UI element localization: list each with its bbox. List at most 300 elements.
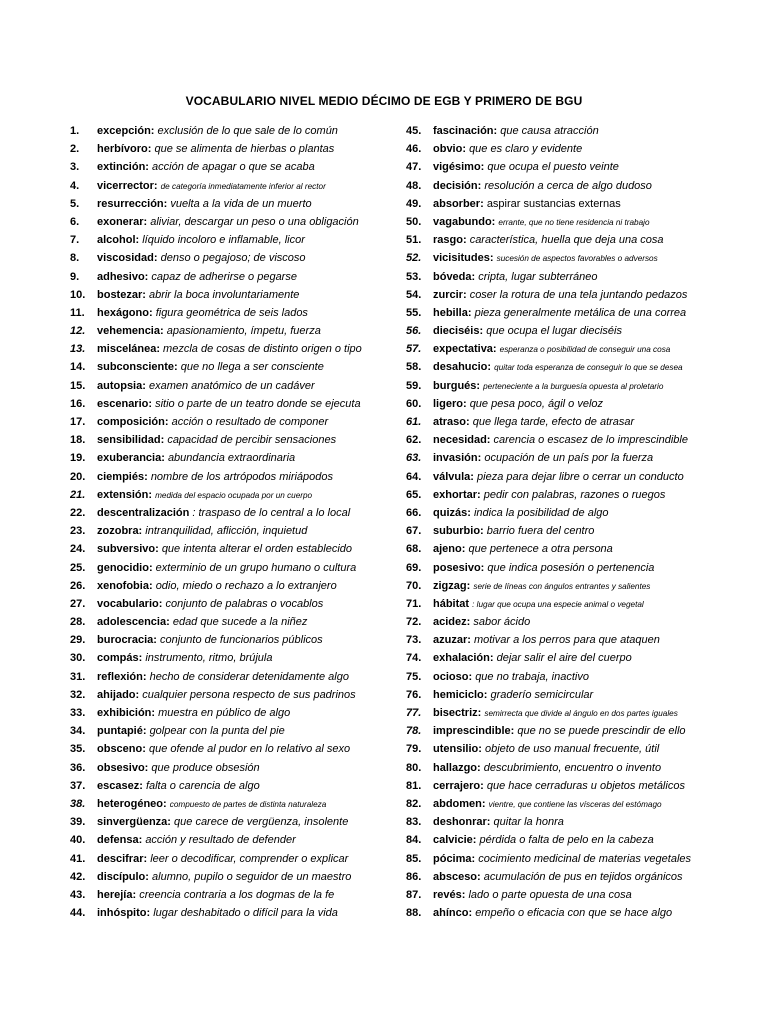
vocabulary-entry: [406, 595, 758, 613]
entry-number: 88.: [406, 907, 422, 920]
vocabulary-entry: [406, 304, 758, 322]
vocabulary-entry: [406, 213, 758, 231]
vocabulary-entry: [406, 831, 758, 849]
entry-definition: vuelta a la vida de un muerto: [170, 197, 312, 210]
vocabulary-entry: [70, 631, 420, 649]
entry-number: 16.: [70, 397, 86, 410]
entry-term: bóveda:: [433, 270, 476, 283]
vocabulary-entry: [70, 850, 420, 868]
entry-number: 67.: [406, 525, 422, 538]
entry-number: 14.: [70, 361, 86, 374]
entry-definition: errante, que no tiene residencia ni trabajo: [498, 217, 650, 227]
vocabulary-entry: [406, 868, 758, 886]
entry-number: 46.: [406, 143, 422, 156]
entry-definition: acción de apagar o que se acaba: [152, 161, 315, 174]
vocabulary-entry: [406, 540, 758, 558]
entry-term: expectativa:: [433, 343, 497, 356]
entry-definition: esperanza o posibilidad de conseguir una cosa: [499, 345, 671, 355]
entry-definition: golpear con la punta del pie: [149, 725, 285, 738]
entry-number: 42.: [70, 870, 86, 883]
entry-term: abdomen:: [433, 797, 486, 810]
vocabulary-entry: [70, 122, 420, 140]
entry-number: 56.: [406, 325, 422, 338]
entry-term: vagabundo:: [433, 215, 496, 228]
entry-definition: sitio o parte de un teatro donde se ejecuta: [155, 397, 361, 410]
entry-number: 34.: [70, 725, 86, 738]
entry-term: hexágono:: [97, 306, 153, 319]
vocabulary-entry: [70, 395, 420, 413]
vocabulary-entry: [406, 249, 758, 267]
entry-term: subconsciente:: [97, 361, 178, 374]
entry-definition: que no trabaja, inactivo: [475, 670, 589, 683]
entry-definition: serie de líneas con ángulos entrantes y salientes: [473, 581, 651, 591]
entry-term: ocioso:: [433, 670, 473, 683]
entry-number: 29.: [70, 634, 86, 647]
vocabulary-entry: [70, 140, 420, 158]
entry-number: 21.: [70, 488, 86, 501]
vocabulary-entry: [70, 886, 420, 904]
entry-number: 24.: [70, 543, 86, 556]
entry-definition: aliviar, descargar un peso o una obligación: [150, 215, 359, 228]
entry-number: 69.: [406, 561, 422, 574]
entry-term: exhalación:: [433, 652, 494, 665]
entry-term: hallazgo:: [433, 761, 481, 774]
entry-number: 82.: [406, 797, 422, 810]
vocabulary-entry: [406, 177, 758, 195]
entry-definition: coser la rotura de una tela juntando pedazos: [469, 288, 688, 301]
entry-number: 9.: [70, 270, 80, 283]
entry-term: absceso:: [433, 870, 481, 883]
entry-term: deshonrar:: [433, 816, 491, 829]
entry-definition: sabor ácido: [473, 616, 531, 629]
entry-number: 59.: [406, 379, 422, 392]
vocabulary-entry: [406, 668, 758, 686]
entry-number: 73.: [406, 634, 422, 647]
vocabulary-entry: [406, 504, 758, 522]
entry-number: 40.: [70, 834, 86, 847]
entry-definition: odio, miedo o rechazo a lo extranjero: [155, 579, 337, 592]
entry-number: 55.: [406, 306, 422, 319]
entry-number: 43.: [70, 888, 86, 901]
entry-term: invasión:: [433, 452, 482, 465]
entry-number: 31.: [70, 670, 86, 683]
entry-definition: que carece de vergüenza, insolente: [174, 816, 349, 829]
entry-definition: que ocupa el lugar dieciséis: [486, 325, 622, 338]
vocabulary-entry: [70, 649, 420, 667]
entry-term: atraso:: [433, 416, 470, 428]
entry-definition: capaz de adherirse o pegarse: [151, 270, 297, 283]
entry-term: subversivo:: [97, 543, 159, 556]
entry-term: exonerar:: [97, 215, 148, 228]
entry-term: xenofobia:: [97, 579, 153, 592]
entry-number: 35.: [70, 743, 86, 756]
entry-term: genocidio:: [97, 561, 153, 574]
vocabulary-entry: [406, 577, 758, 595]
entry-definition: motivar a los perros para que ataquen: [473, 634, 660, 647]
vocabulary-entry: [406, 522, 758, 540]
vocabulary-entry: [70, 722, 420, 740]
entry-definition: empeño o eficacia con que se hace algo: [475, 907, 673, 920]
entry-term: obsesivo:: [97, 761, 149, 774]
vocabulary-column-left: [70, 122, 420, 922]
entry-number: 62.: [406, 434, 422, 447]
vocabulary-entry: [70, 431, 420, 449]
entry-definition: leer o decodificar, comprender o explicar: [150, 852, 349, 865]
entry-definition: cripta, lugar subterráneo: [478, 270, 598, 283]
entry-term: fascinación:: [433, 125, 498, 137]
entry-number: 51.: [406, 234, 422, 247]
entry-number: 20.: [70, 470, 86, 483]
entry-definition: que ofende al pudor en lo relativo al sexo: [148, 743, 351, 756]
entry-number: 75.: [406, 670, 422, 683]
entry-term: reflexión:: [97, 670, 147, 683]
entry-term: bostezar:: [97, 288, 146, 301]
entry-term: resurrección:: [97, 197, 168, 210]
entry-definition: semirrecta que divide al ángulo en dos partes iguales: [484, 709, 678, 718]
entry-number: 61.: [406, 416, 422, 428]
entry-definition: que ocupa el puesto veinte: [487, 161, 619, 174]
entry-term: revés:: [433, 888, 466, 901]
entry-term: vicerrector:: [97, 179, 158, 192]
vocabulary-entry: [70, 468, 420, 486]
entry-term: hábitat: [433, 597, 470, 610]
entry-term: acidez:: [433, 616, 471, 629]
entry-number: 5.: [70, 197, 80, 210]
entry-number: 11.: [70, 306, 85, 319]
entry-definition: hecho de considerar detenidamente algo: [149, 670, 349, 683]
vocabulary-entry: [70, 613, 420, 631]
entry-definition: pedir con palabras, razones o ruegos: [483, 488, 666, 501]
entry-number: 48.: [406, 179, 422, 192]
entry-term: cerrajero:: [433, 779, 484, 792]
entry-term: desahucio:: [433, 361, 492, 374]
vocabulary-entry: [406, 122, 758, 140]
entry-term: exhibición:: [97, 707, 156, 719]
entry-definition: exterminio de un grupo humano o cultura: [155, 561, 357, 574]
vocabulary-entry: [70, 759, 420, 777]
entry-number: 74.: [406, 652, 422, 665]
entry-definition: indica la posibilidad de algo: [473, 506, 609, 519]
entry-number: 76.: [406, 688, 422, 701]
entry-definition: nombre de los artrópodos miriápodos: [150, 470, 334, 483]
vocabulary-entry: [70, 686, 420, 704]
entry-number: 7.: [70, 234, 80, 247]
entry-definition: : traspaso de lo central a lo local: [192, 506, 351, 519]
entry-number: 19.: [70, 452, 86, 465]
entry-definition: conjunto de funcionarios públicos: [159, 634, 323, 647]
entry-definition: perteneciente a la burguesía opuesta al proletario: [483, 381, 664, 391]
vocabulary-entry: [406, 340, 758, 358]
entry-number: 49.: [406, 197, 422, 210]
vocabulary-entry: [406, 358, 758, 376]
entry-definition: de categoría inmediatamente inferior al rector: [160, 181, 326, 191]
entry-definition: graderío semicircular: [490, 688, 594, 701]
entry-number: 71.: [406, 597, 422, 610]
entry-number: 1.: [70, 125, 80, 137]
vocabulary-entry: [70, 704, 420, 722]
vocabulary-entry: [406, 904, 758, 922]
entry-term: absorber:: [433, 197, 484, 210]
entry-term: azuzar:: [433, 634, 471, 647]
entry-number: 39.: [70, 816, 86, 829]
entry-definition: figura geométrica de seis lados: [155, 306, 308, 319]
entry-number: 30.: [70, 652, 86, 665]
entry-definition: sucesión de aspectos favorables o adversos: [496, 254, 658, 264]
vocabulary-entry: [70, 231, 420, 249]
entry-term: vehemencia:: [97, 325, 164, 338]
entry-number: 63.: [406, 452, 422, 465]
entry-term: miscelánea:: [97, 343, 160, 356]
entry-definition: líquido incoloro e inflamable, licor: [142, 234, 305, 247]
entry-definition: quitar toda esperanza de conseguir lo que se desea: [494, 363, 683, 373]
entry-definition: apasionamiento, ímpetu, fuerza: [166, 325, 321, 338]
entry-term: hebilla:: [433, 306, 472, 319]
entry-definition: característica, huella que deja una cosa: [469, 234, 664, 247]
entry-term: zurcir:: [433, 288, 467, 301]
entry-term: sinvergüenza:: [97, 816, 171, 829]
entry-definition: barrio fuera del centro: [486, 525, 595, 538]
entry-definition: ocupación de un país por la fuerza: [484, 452, 654, 465]
entry-term: ahijado:: [97, 688, 140, 701]
vocabulary-entry: [406, 886, 758, 904]
entry-term: compás:: [97, 652, 143, 665]
entry-definition: que llega tarde, efecto de atrasar: [472, 416, 635, 428]
entry-number: 17.: [70, 416, 86, 428]
entry-definition: que hace cerraduras u objetos metálicos: [486, 779, 685, 792]
entry-definition: que no se puede prescindir de ello: [517, 725, 686, 738]
entry-definition: que pertenece a otra persona: [468, 543, 613, 556]
vocabulary-entry: [406, 140, 758, 158]
entry-term: herbívoro:: [97, 143, 152, 156]
entry-definition: instrumento, ritmo, brújula: [145, 652, 273, 665]
entry-term: utensilio:: [433, 743, 482, 756]
entry-number: 6.: [70, 215, 80, 228]
vocabulary-entry: [406, 686, 758, 704]
entry-number: 77.: [406, 707, 422, 719]
entry-term: válvula:: [433, 470, 474, 483]
vocabulary-entry: [70, 213, 420, 231]
entry-term: discípulo:: [97, 870, 149, 883]
vocabulary-entry: [70, 777, 420, 795]
vocabulary-entry: [406, 468, 758, 486]
entry-definition: que no llega a ser consciente: [180, 361, 324, 374]
vocabulary-entry: [406, 759, 758, 777]
vocabulary-entry: [70, 413, 420, 431]
entry-number: 47.: [406, 161, 422, 174]
entry-definition: intranquilidad, aflicción, inquietud: [145, 525, 308, 538]
entry-term: calvicie:: [433, 834, 477, 847]
entry-number: 3.: [70, 161, 80, 174]
entry-definition: medida del espacio ocupada por un cuerpo: [155, 490, 313, 500]
entry-number: 66.: [406, 506, 422, 519]
entry-term: extinción:: [97, 161, 149, 174]
vocabulary-entry: [406, 631, 758, 649]
vocabulary-entry: [406, 431, 758, 449]
vocabulary-entry: [70, 377, 420, 395]
entry-term: descifrar:: [97, 852, 148, 865]
entry-number: 87.: [406, 888, 422, 901]
entry-term: zozobra:: [97, 525, 143, 538]
entry-number: 37.: [70, 779, 86, 792]
vocabulary-entry: [406, 722, 758, 740]
vocabulary-entry: [70, 504, 420, 522]
entry-term: rasgo:: [433, 234, 467, 247]
entry-definition: exclusión de lo que sale de lo común: [157, 125, 338, 137]
entry-number: 4.: [70, 179, 80, 192]
entry-number: 25.: [70, 561, 86, 574]
vocabulary-entry: [70, 577, 420, 595]
entry-term: adhesivo:: [97, 270, 149, 283]
entry-term: puntapié:: [97, 725, 147, 738]
entry-term: defensa:: [97, 834, 143, 847]
entry-term: alcohol:: [97, 234, 140, 247]
vocabulary-entry: [70, 559, 420, 577]
document-title: VOCABULARIO NIVEL MEDIO DÉCIMO DE EGB Y PRIMERO DE BGU: [185, 94, 583, 108]
entry-definition: examen anatómico de un cadáver: [148, 379, 315, 392]
entry-term: burgués:: [433, 379, 481, 392]
vocabulary-entry: [406, 777, 758, 795]
entry-number: 45.: [406, 125, 422, 137]
entry-term: necesidad:: [433, 434, 491, 447]
entry-definition: descubrimiento, encuentro o invento: [483, 761, 662, 774]
entry-definition: alumno, pupilo o seguidor de un maestro: [152, 870, 352, 883]
entry-number: 13.: [70, 343, 86, 356]
entry-number: 44.: [70, 907, 86, 920]
vocabulary-entry: [406, 704, 758, 722]
vocabulary-entry: [406, 649, 758, 667]
vocabulary-entry: [406, 449, 758, 467]
entry-number: 85.: [406, 852, 422, 865]
vocabulary-entry: [70, 522, 420, 540]
entry-term: autopsia:: [97, 379, 146, 392]
vocabulary-entry: [70, 268, 420, 286]
entry-number: 22.: [70, 506, 86, 519]
entry-number: 15.: [70, 379, 86, 392]
vocabulary-entry: [70, 322, 420, 340]
entry-definition: edad que sucede a la niñez: [172, 616, 308, 629]
entry-number: 18.: [70, 434, 86, 447]
entry-definition: que pesa poco, ágil o veloz: [469, 397, 604, 410]
entry-definition: que causa atracción: [500, 125, 599, 137]
entry-definition: quitar la honra: [493, 816, 564, 829]
vocabulary-entry: [70, 177, 420, 195]
vocabulary-entry: [70, 449, 420, 467]
vocabulary-entry: [406, 413, 758, 431]
entry-number: 70.: [406, 579, 422, 592]
entry-definition: denso o pegajoso; de viscoso: [160, 252, 306, 265]
entry-definition: pérdida o falta de pelo en la cabeza: [479, 834, 654, 847]
entry-number: 38.: [70, 797, 86, 810]
entry-number: 12.: [70, 325, 86, 338]
entry-definition: acción o resultado de componer: [171, 416, 329, 428]
vocabulary-entry: [70, 286, 420, 304]
entry-number: 28.: [70, 616, 86, 629]
entry-number: 52.: [406, 252, 422, 265]
entry-term: pócima:: [433, 852, 476, 865]
entry-number: 32.: [70, 688, 86, 701]
entry-term: sensibilidad:: [97, 434, 165, 447]
entry-definition: vientre, que contiene las vísceras del estómago: [488, 799, 662, 809]
entry-term: ligero:: [433, 397, 467, 410]
entry-term: vocabulario:: [97, 597, 163, 610]
entry-number: 60.: [406, 397, 422, 410]
entry-definition: acumulación de pus en tejidos orgánicos: [483, 870, 683, 883]
entry-definition: capacidad de percibir sensaciones: [167, 434, 337, 447]
entry-term: obsceno:: [97, 743, 146, 756]
entry-definition: que es claro y evidente: [469, 143, 583, 156]
entry-term: posesivo:: [433, 561, 485, 574]
vocabulary-entry: [406, 795, 758, 813]
vocabulary-entry: [406, 486, 758, 504]
entry-term: escasez:: [97, 779, 143, 792]
entry-definition: muestra en público de algo: [158, 707, 291, 719]
vocabulary-entry: [406, 850, 758, 868]
vocabulary-entry: [70, 358, 420, 376]
entry-number: 53.: [406, 270, 422, 283]
vocabulary-column-right: [406, 122, 758, 922]
vocabulary-entry: [406, 813, 758, 831]
entry-number: 57.: [406, 343, 422, 356]
vocabulary-entry: [70, 340, 420, 358]
vocabulary-entry: [70, 904, 420, 922]
entry-definition: compuesto de partes de distinta naturaleza: [169, 799, 327, 809]
vocabulary-entry: [70, 540, 420, 558]
vocabulary-entry: [70, 195, 420, 213]
entry-number: 23.: [70, 525, 86, 538]
entry-definition: creencia contraria a los dogmas de la fe: [139, 888, 335, 901]
entry-number: 36.: [70, 761, 86, 774]
vocabulary-entry: [406, 158, 758, 176]
vocabulary-entry: [70, 831, 420, 849]
entry-definition: carencia o escasez de lo imprescindible: [493, 434, 688, 447]
entry-term: dieciséis:: [433, 325, 484, 338]
entry-definition: mezcla de cosas de distinto origen o tipo: [163, 343, 362, 356]
entry-term: imprescindible:: [433, 725, 515, 738]
entry-term: bisectriz:: [433, 707, 482, 719]
entry-term: viscosidad:: [97, 252, 158, 265]
entry-definition: abrir la boca involuntariamente: [148, 288, 300, 301]
entry-number: 50.: [406, 215, 422, 228]
entry-number: 10.: [70, 288, 86, 301]
vocabulary-entry: [406, 559, 758, 577]
vocabulary-entry: [70, 813, 420, 831]
entry-number: 33.: [70, 707, 86, 719]
vocabulary-entry: [70, 486, 420, 504]
vocabulary-entry: [70, 795, 420, 813]
vocabulary-entry: [406, 322, 758, 340]
vocabulary-entry: [406, 613, 758, 631]
entry-term: obvio:: [433, 143, 466, 156]
entry-term: descentralización: [97, 506, 190, 519]
vocabulary-entry: [70, 249, 420, 267]
entry-definition: pieza para dejar libre o cerrar un conducto: [477, 470, 684, 483]
entry-number: 68.: [406, 543, 422, 556]
vocabulary-entry: [406, 195, 758, 213]
entry-term: herejía:: [97, 888, 137, 901]
entry-term: heterogéneo:: [97, 797, 167, 810]
vocabulary-entry: [70, 304, 420, 322]
entry-definition: que intenta alterar el orden establecido: [161, 543, 352, 556]
vocabulary-entry: [70, 668, 420, 686]
entry-term: extensión:: [97, 488, 153, 501]
entry-definition: dejar salir el aire del cuerpo: [496, 652, 632, 665]
entry-definition: aspirar sustancias externas: [486, 197, 621, 210]
entry-number: 8.: [70, 252, 80, 265]
entry-term: suburbio:: [433, 525, 484, 538]
entry-number: 83.: [406, 816, 422, 829]
entry-number: 41.: [70, 852, 86, 865]
vocabulary-entry: [406, 395, 758, 413]
